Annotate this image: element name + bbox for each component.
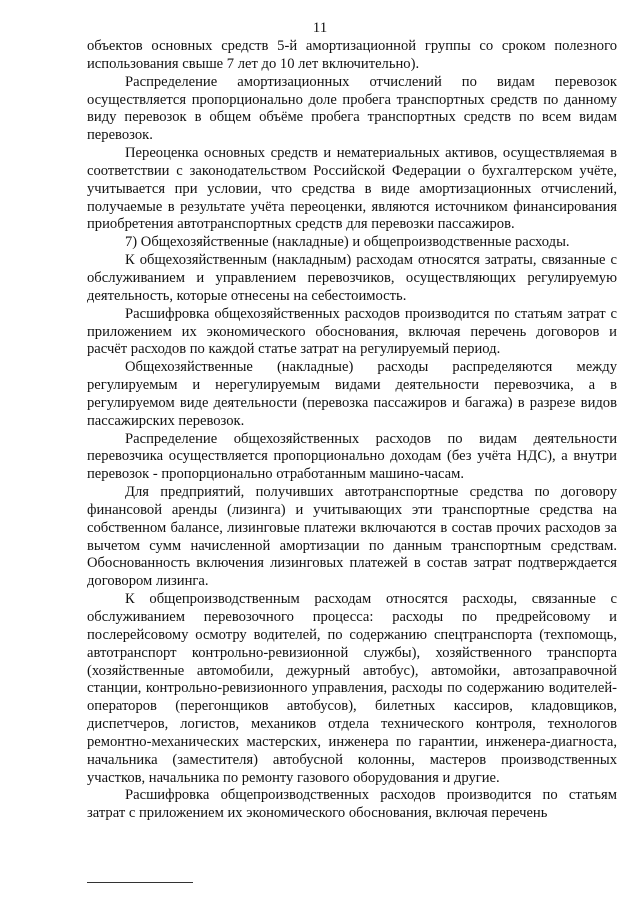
paragraph-1: объектов основных средств 5-й амортизационной группы со сроком полезного использования свыше 7 лет до 10 лет включительно). [87, 38, 617, 72]
paragraph-10: К общепроизводственным расходам относятся расходы, связанные с обслуживанием перевозочного процесса: расходы по предрейсовому и послерейсовому осмотру водителей, по содержанию спецтранспорта (техпомощь, автотранспорт контрольно-ревизионной службы), хозяйственного транспорта (хозяйственные автомобили, дежурный автобус), автомойки, автозаправочной станции, контрольно-ревизионного управления, расходы по содержанию водителей-операторов (перегонщиков автобусов), билетных кассиров, кладовщиков, диспетчеров, логистов, механиков отдела технического контроля, технологов ремонтно-механических мастерских, инженера по гарантии, инженера-диагноста, начальника (заместителя) автобусной колонны, мастеров производственных участков, начальника по ремонту газового оборудования и другие. [87, 591, 617, 786]
paragraph-3: Переоценка основных средств и нематериальных активов, осуществляемая в соответствии с законодательством Российской Федерации о бухгалтерском учёте, учитывается при условии, что средства в виде амортизационных отчислений, получаемые в результате учёта переоценки, являются источником финансирования приобретения автотранспортных средств для перевозки пассажиров. [87, 145, 617, 233]
paragraph-9: Для предприятий, получивших автотранспортные средства по договору финансовой аренды (лизинга) и учитывающих эти транспортные средства на собственном балансе, лизинговые платежи включаются в состав прочих расходов за вычетом сумм начисленной амортизации по данным транспортным средствам. Обоснованность включения лизинговых платежей в состав затрат подтверждается договором лизинга. [87, 484, 617, 590]
paragraph-8: Распределение общехозяйственных расходов по видам деятельности перевозчика осуществляется пропорционально доходам (без учёта НДС), а внутри перевозок - пропорционально отработанным машино-часам. [87, 430, 617, 483]
paragraph-2: Распределение амортизационных отчислений по видам перевозок осуществляется пропорционально доле пробега транспортных средств по данному виду перевозок в общем объёме пробега транспортных средств по всем видам перевозок. [87, 73, 617, 144]
section-heading-7: 7) Общехозяйственные (накладные) и общепроизводственные расходы. [125, 234, 570, 251]
paragraph-11: Расшифровка общепроизводственных расходов производится по статьям затрат с приложением их экономического обоснования, включая перечень [87, 787, 617, 822]
page-number: 11 [312, 20, 328, 36]
paragraph-7: Общехозяйственные (накладные) расходы распределяются между регулируемым и нерегулируемым видами деятельности перевозчика, а в регулируемом виде деятельности (перевозка пассажиров и багажа) в разрезе видов пассажирских перевозок. [87, 359, 617, 429]
paragraph-6: Расшифровка общехозяйственных расходов производится по статьям затрат с приложением их экономического обоснования, включая перечень договоров и расчёт расходов по каждой статье затрат на регулируемый период. [87, 305, 617, 358]
document-body [87, 38, 617, 823]
paragraph-5: К общехозяйственным (накладным) расходам относятся затраты, связанные с обслуживанием и управлением перевозчиков, осуществляющих регулируемую деятельность, которые отнесены на себестоимость. [87, 252, 617, 304]
footnote-divider [87, 882, 193, 883]
